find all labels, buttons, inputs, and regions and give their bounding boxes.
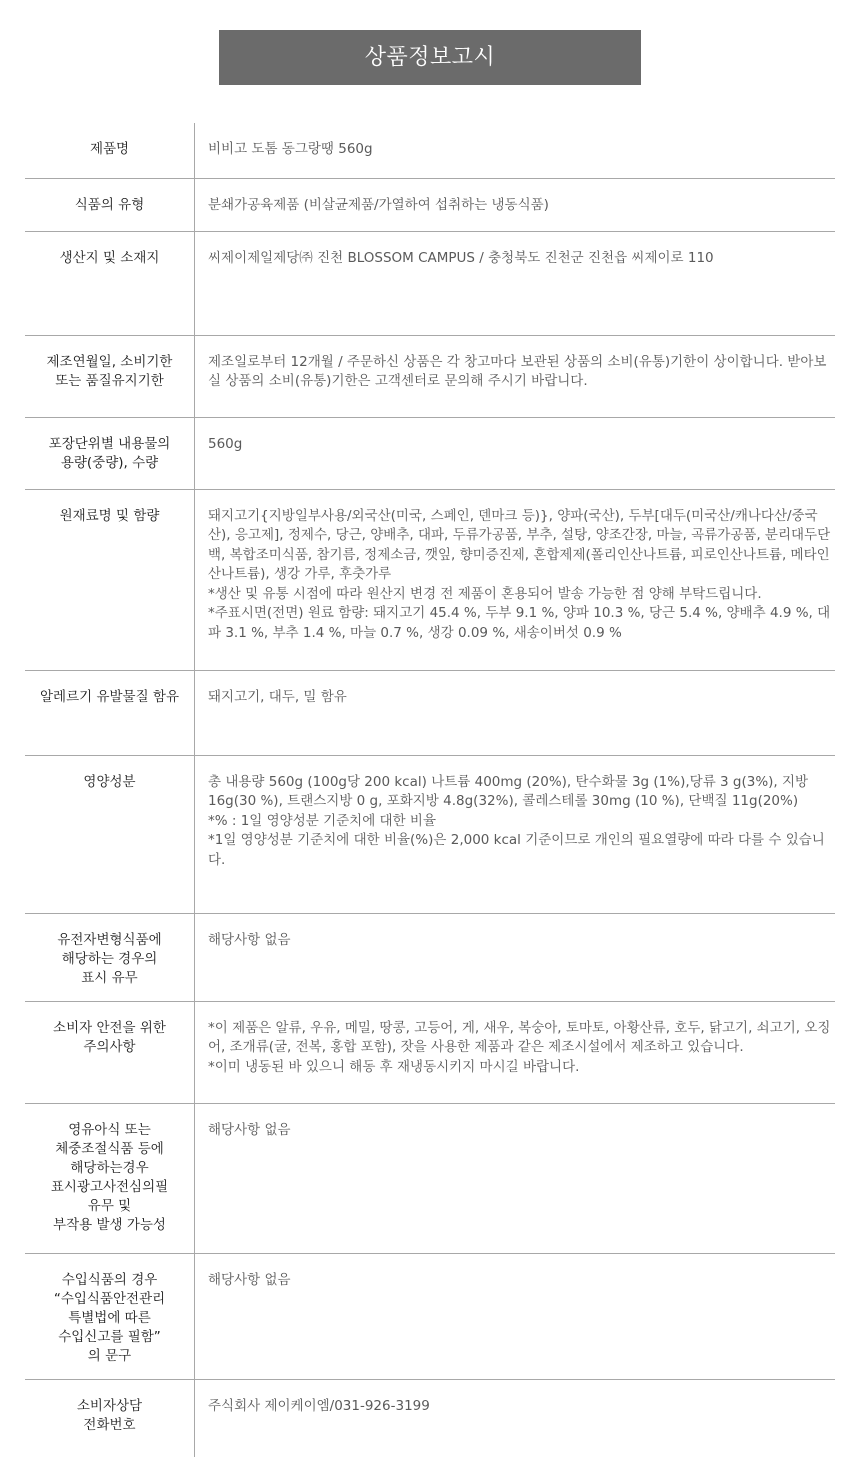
row-label: 소비자 안전을 위한 주의사항 xyxy=(53,1019,166,1055)
row-value-line: 비비고 도톰 동그랑땡 560g xyxy=(208,141,373,157)
row-value-line: *생산 및 유통 시점에 따라 원산지 변경 전 제품이 혼용되어 발송 가능한 점 양해 부탁드립니다. xyxy=(208,585,762,602)
row-label-cell xyxy=(25,123,195,178)
row-label: 식품의 유형 xyxy=(74,196,145,213)
row-value-cell xyxy=(195,913,836,1001)
row-label-cell xyxy=(25,1379,195,1457)
row-label: 원재료명 및 함량 xyxy=(59,507,160,524)
row-value-line: 해당사항 없음 xyxy=(208,931,291,948)
row-value-cell xyxy=(195,489,836,670)
row-value-line: 씨제이제일제당㈜ 진천 BLOSSOM CAMPUS / 충청북도 진천군 진천읍 씨제이로 110 xyxy=(208,249,714,266)
row-label: 알레르기 유발물질 함유 xyxy=(40,688,179,705)
row-value-line: 해당사항 없음 xyxy=(208,1121,291,1138)
row-label-cell xyxy=(25,1253,195,1379)
row-label-cell xyxy=(25,755,195,913)
row-value-cell xyxy=(195,670,836,755)
info-row xyxy=(25,755,835,913)
row-label-cell xyxy=(25,489,195,670)
row-value-cell xyxy=(195,1103,836,1253)
row-label: 생산지 및 소재지 xyxy=(59,249,160,266)
row-value-cell xyxy=(195,1379,836,1457)
row-value-cell xyxy=(195,755,836,913)
row-label: 포장단위별 내용물의 용량(중량), 수량 xyxy=(48,435,171,471)
row-label: 수입식품의 경우 “수입식품안전관리 특별법에 따른 수입신고를 필함” 의 문구 xyxy=(53,1271,166,1364)
row-label: 제조연월일, 소비기한 또는 품질유지기한 xyxy=(46,353,173,389)
row-value-line: 분쇄가공육제품 (비살균제품/가열하여 섭취하는 냉동식품) xyxy=(208,196,549,213)
row-label-cell xyxy=(25,670,195,755)
info-row xyxy=(25,1253,835,1379)
row-value-line: 해당사항 없음 xyxy=(208,1271,291,1288)
info-row xyxy=(25,335,835,417)
info-row xyxy=(25,489,835,670)
row-value-cell xyxy=(195,1001,836,1103)
info-row xyxy=(25,1001,835,1103)
info-row xyxy=(25,178,835,231)
info-row xyxy=(25,1103,835,1253)
row-value-cell xyxy=(195,123,836,178)
row-label: 제품명 xyxy=(89,141,130,157)
row-label-cell xyxy=(25,335,195,417)
row-label-cell xyxy=(25,178,195,231)
row-value-line: 560g xyxy=(208,435,243,452)
row-value-line: 제조일로부터 12개월 / 주문하신 상품은 각 창고마다 보관된 상품의 소비(유통)기한이 상이합니다. 받아보실 상품의 소비(유통)기한은 고객센터로 문의해 주시기 바랍니다. xyxy=(208,353,827,389)
row-label-cell xyxy=(25,913,195,1001)
info-row xyxy=(25,417,835,489)
row-value-cell xyxy=(195,335,836,417)
row-value-line: *% : 1일 영양성분 기준치에 대한 비율 xyxy=(208,812,436,829)
page-title: 상품정보고시 xyxy=(219,30,641,85)
row-value-line: *주표시면(전면) 원료 함량: 돼지고기 45.4 %, 두부 9.1 %, 양파 10.3 %, 당근 5.4 %, 양배추 4.9 %, 대파 3.1 %, 부추 1.4 %, 마늘 0.7 %, 생강 0.09 %, 새송이버섯 0.9 % xyxy=(208,605,831,641)
row-value-line: 돼지고기, 대두, 밀 함유 xyxy=(208,688,347,705)
row-label: 영유아식 또는 체중조절식품 등에 해당하는경우 표시광고사전심의필 유무 및 부작용 발생 가능성 xyxy=(50,1121,169,1233)
row-label-cell xyxy=(25,1001,195,1103)
row-label: 소비자상담 전화번호 xyxy=(76,1397,143,1433)
row-value-cell xyxy=(195,1253,836,1379)
info-row xyxy=(25,670,835,755)
row-value-cell xyxy=(195,231,836,335)
row-value-line: 주식회사 제이케이엠/031-926-3199 xyxy=(208,1397,430,1414)
row-label-cell xyxy=(25,1103,195,1253)
info-row xyxy=(25,913,835,1001)
info-row xyxy=(25,231,835,335)
row-value-cell xyxy=(195,178,836,231)
row-value-line: 총 내용량 560g (100g당 200 kcal) 나트륨 400mg (20%), 탄수화물 3g (1%),당류 3 g(3%), 지방 16g(30 %), 트랜스지방 0 g, 포화지방 4.8g(32%), 콜레스테롤 30mg (10 %), 단백질 11g(20%) xyxy=(208,773,809,809)
row-value-cell xyxy=(195,417,836,489)
info-row xyxy=(25,123,835,178)
row-value-line: *1일 영양성분 기준치에 대한 비율(%)은 2,000 kcal 기준이므로 개인의 필요열량에 따라 다를 수 있습니다. xyxy=(208,832,825,868)
row-label-cell xyxy=(25,417,195,489)
info-row xyxy=(25,1379,835,1457)
row-label-cell xyxy=(25,231,195,335)
product-info-table xyxy=(25,123,835,1457)
row-value-line: *이 제품은 알류, 우유, 메밀, 땅콩, 고등어, 게, 새우, 복숭아, 토마토, 아황산류, 호두, 닭고기, 쇠고기, 오징어, 조개류(굴, 전복, 홍합 포함), 잣을 사용한 제품과 같은 제조시설에서 제조하고 있습니다. xyxy=(208,1019,831,1055)
row-label: 영양성분 xyxy=(83,773,136,790)
row-value-line: *이미 냉동된 바 있으니 해동 후 재냉동시키지 마시길 바랍니다. xyxy=(208,1058,580,1075)
row-label: 유전자변형식품에 해당하는 경우의 표시 유무 xyxy=(57,931,162,986)
row-value-line: 돼지고기{지방일부사용/외국산(미국, 스페인, 덴마크 등)}, 양파(국산), 두부[대두(미국산/캐나다산/중국산), 응고제], 정제수, 당근, 양배추, 대파, 두류가공품, 부추, 설탕, 양조간장, 마늘, 곡류가공품, 분리대두단백, 복합조미식품, 참기름, 정제소금, 깻잎, 향미증진제, 혼합제제(폴리인산나트륨, 피로인산나트륨, 메타인산나트륨), 생강 가루, 후춧가루 xyxy=(208,507,831,582)
